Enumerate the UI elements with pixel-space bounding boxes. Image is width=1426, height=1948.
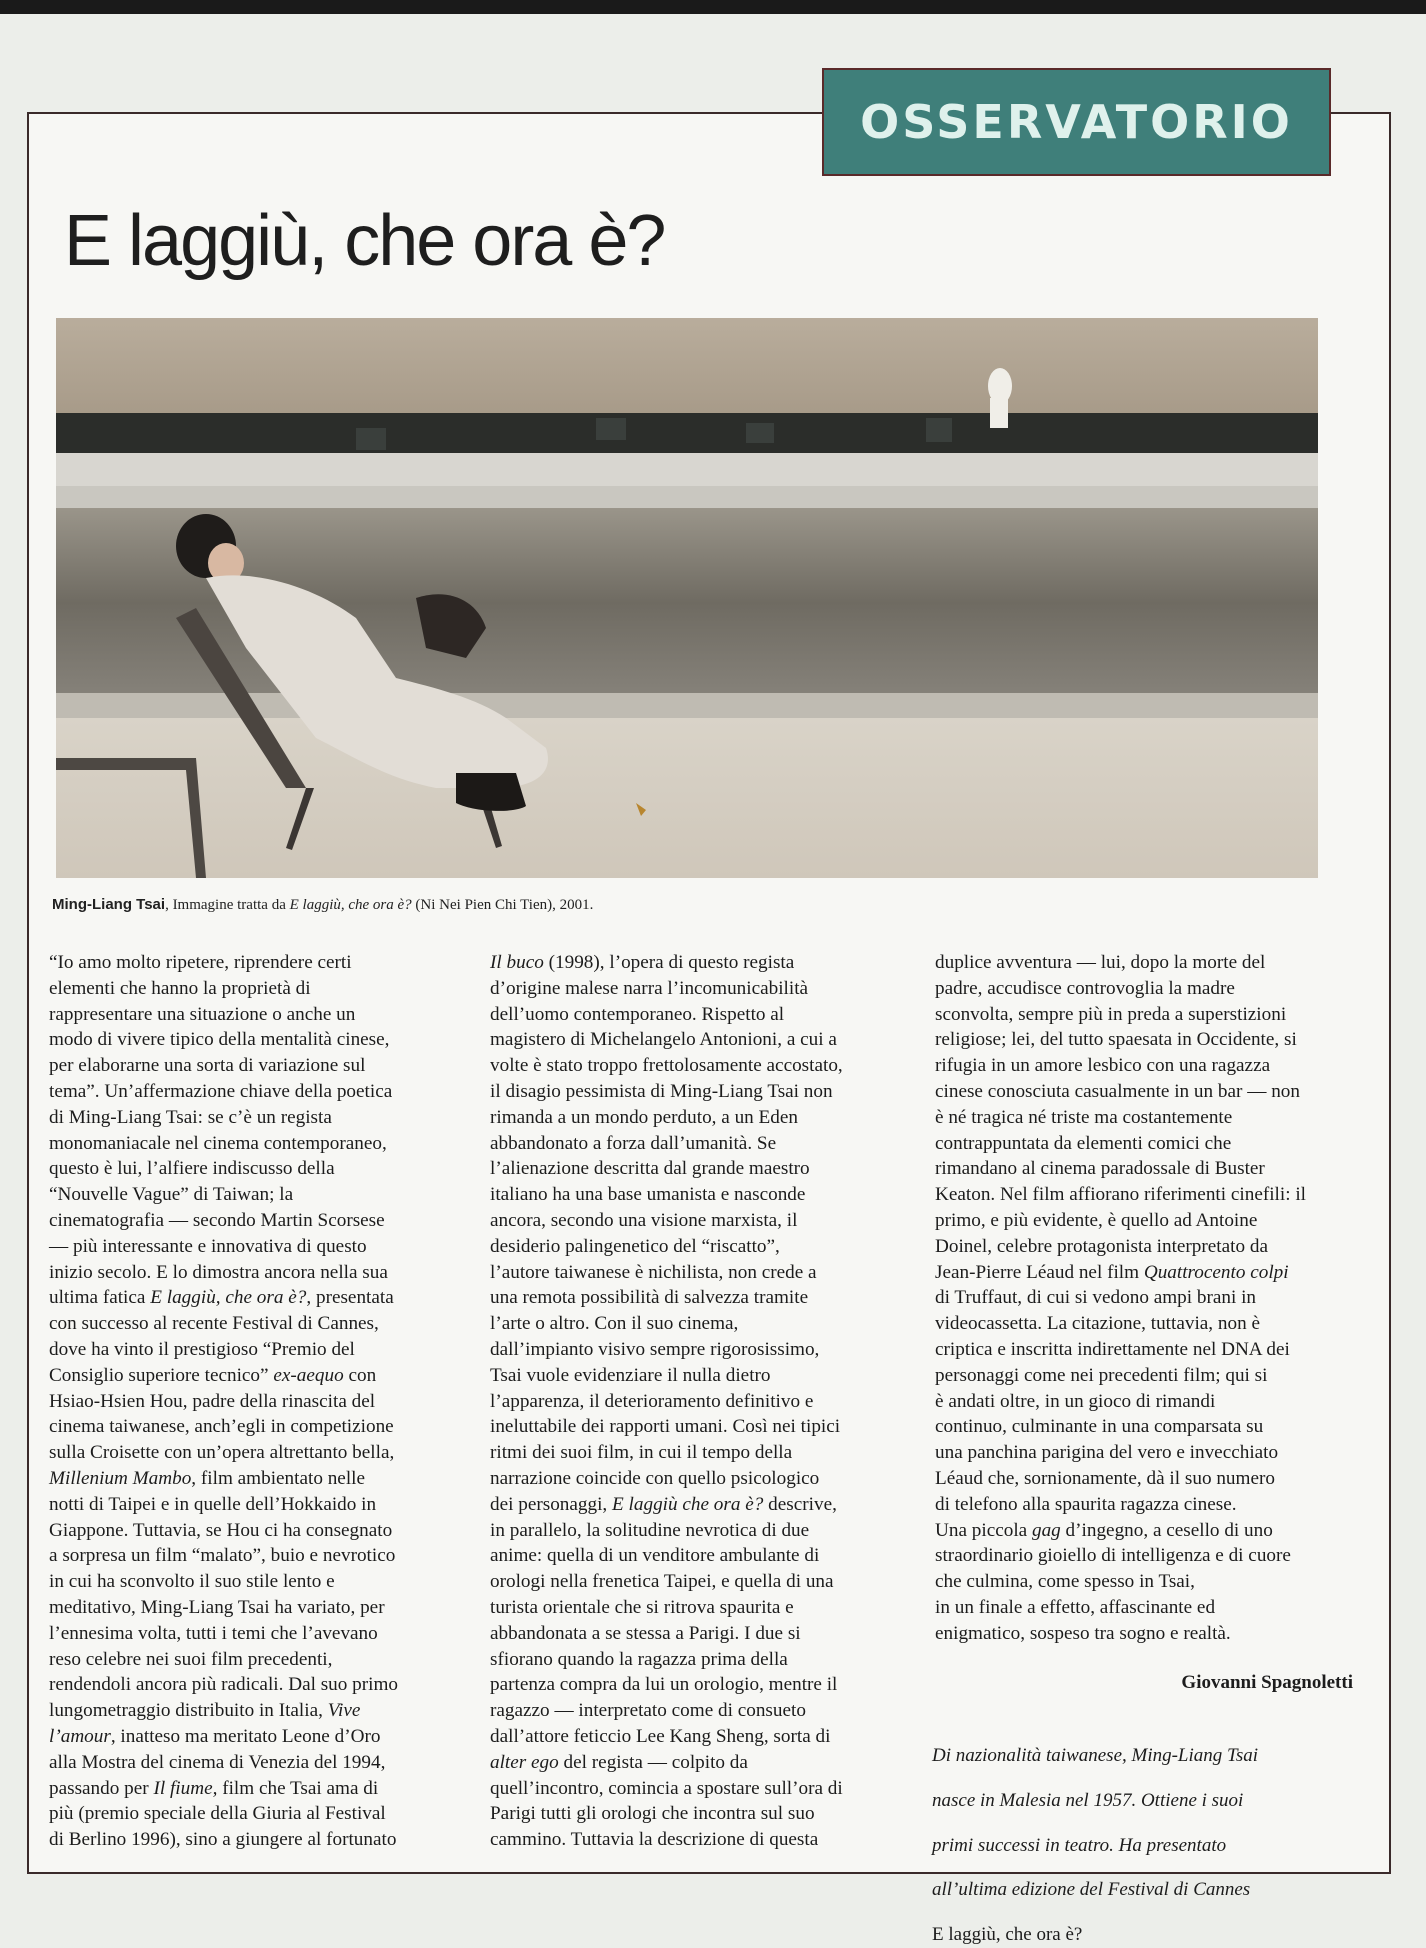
- article-headline: E laggiù, che ora è?: [64, 201, 665, 281]
- text-line: l’ennesima volta, tutti i temi che l’avevano: [49, 1622, 378, 1644]
- text-line: di Truffaut, di cui si vedono ampi brani in: [935, 1287, 1257, 1309]
- text-line: volte è stato troppo frettolosamente accostato,: [490, 1055, 843, 1077]
- text-line: sconvolta, sempre più in preda a superstizioni: [935, 1003, 1287, 1025]
- text-line: rimandano al cinema paradossale di Buster: [935, 1158, 1265, 1180]
- top-edge: [0, 0, 1426, 14]
- text-line: rendendoli ancora più radicali. Dal suo primo: [49, 1674, 398, 1696]
- text-line: monomaniacale nel cinema contemporaneo,: [49, 1132, 387, 1154]
- text-line: cinema taiwanese, anch’egli in competizione: [49, 1416, 394, 1438]
- text-line: turista orientale che si ritrova spaurita e: [490, 1596, 794, 1618]
- text-line: per elaborarne una sorta di variazione sul: [49, 1055, 366, 1077]
- author-bio: [932, 1724, 1352, 1948]
- article-column-3: [935, 950, 1363, 1647]
- text-line: contrappuntata da elementi comici che: [935, 1132, 1232, 1154]
- section-label: OSSERVATORIO: [860, 95, 1293, 149]
- text-line: partenza compra da lui un orologio, mentre il: [490, 1674, 838, 1696]
- text-line: Doinel, celebre protagonista interpretato da: [935, 1235, 1268, 1257]
- text-line: rimanda a un mondo perduto, a un Eden: [490, 1106, 798, 1128]
- text-line: rappresentare una situazione o anche un: [49, 1003, 356, 1025]
- caption-film-title: E laggiù, che ora è?: [289, 897, 412, 913]
- text-line: con successo al recente Festival di Cannes,: [49, 1313, 379, 1335]
- text-line: questo è lui, l’alfiere indiscusso della: [49, 1158, 335, 1180]
- text-line: a sorpresa un film “malato”, buio e nevrotico: [49, 1545, 396, 1567]
- text-line: rifugia in un amore lesbico con una ragazza: [935, 1055, 1271, 1077]
- text-line: l’apparenza, il deterioramento definitivo e: [490, 1390, 814, 1412]
- text-line: — più interessante e innovativa di questo: [49, 1235, 367, 1257]
- text-line: modo di vivere tipico della mentalità cinese,: [49, 1029, 390, 1051]
- text-line: elementi che hanno la proprietà di: [49, 977, 311, 999]
- text-line: ragazzo — interpretato come di consueto: [490, 1700, 806, 1722]
- text-line: in parallelo, la solitudine nevrotica di due: [490, 1519, 810, 1541]
- text-line: in cui ha sconvolto il suo stile lento e: [49, 1571, 335, 1593]
- text-line: Giappone. Tuttavia, se Hou ci ha consegnato: [49, 1519, 393, 1541]
- text-line: l’alienazione descritta dal grande maestro: [490, 1158, 810, 1180]
- text-line: abbandonato a forza dall’umanità. Se: [490, 1132, 777, 1154]
- text-line: d’origine malese narra l’incomunicabilità: [490, 977, 809, 999]
- text-line: videocassetta. La citazione, tuttavia, non è: [935, 1313, 1260, 1335]
- text-line: Il buco (1998), l’opera di questo regista: [490, 952, 795, 973]
- text-line: Keaton. Nel film affiorano riferimenti cinefili: il: [935, 1184, 1307, 1206]
- text-line: di telefono alla spaurita ragazza cinese.: [935, 1493, 1237, 1515]
- text-line: nasce in Malesia nel 1957. Ottiene i suoi: [932, 1789, 1244, 1811]
- text-line: Tsai vuole evidenziare il nulla dietro: [490, 1364, 771, 1386]
- text-line: cinese conosciuta casualmente in un bar — non: [935, 1080, 1300, 1102]
- text-line: dall’impianto visivo sempre rigorosissimo,: [490, 1338, 820, 1360]
- text-line: di Ming-Liang Tsai: se c’è un regista: [49, 1106, 332, 1128]
- text-line: una panchina parigina del vero e invecchiato: [935, 1442, 1279, 1464]
- text-line: all’ultima edizione del Festival di Cannes: [932, 1879, 1251, 1901]
- text-line: alla Mostra del cinema di Venezia del 1994,: [49, 1751, 386, 1773]
- text-line: reso celebre nei suoi film precedenti,: [49, 1648, 333, 1670]
- text-line: Hsiao-Hsien Hou, padre della rinascita del: [49, 1390, 376, 1412]
- text-line: continuo, culminante in una comparsata su: [935, 1416, 1264, 1438]
- text-line: enigmatico, sospeso tra sogno e realtà.: [935, 1622, 1231, 1644]
- text-line: abbandonata a se stessa a Parigi. I due si: [490, 1622, 801, 1644]
- caption-director: Ming-Liang Tsai: [52, 896, 166, 913]
- text-line: duplice avventura — lui, dopo la morte del: [935, 952, 1266, 973]
- text-line: in un finale a effetto, affascinante ed: [935, 1596, 1216, 1618]
- text-line: è né tragica né triste ma costantemente: [935, 1106, 1233, 1128]
- text-line: ancora, secondo una visione marxista, il: [490, 1209, 798, 1231]
- text-line: dall’attore feticcio Lee Kang Sheng, sorta di: [490, 1725, 831, 1747]
- text-line: una remota possibilità di salvezza tramite: [490, 1287, 809, 1309]
- text-line: Consiglio superiore tecnico” ex-aequo con: [49, 1364, 377, 1386]
- text-line: tema”. Un’affermazione chiave della poetica: [49, 1080, 393, 1102]
- text-line: anime: quella di un venditore ambulante di: [490, 1545, 820, 1567]
- bio-film-title: E laggiù, che ora è?: [932, 1924, 1083, 1946]
- text-line: ritmi dei suoi film, in cui il tempo della: [490, 1442, 793, 1464]
- author-signature: Giovanni Spagnoletti: [1181, 1672, 1353, 1693]
- text-line: è andati oltre, in un gioco di rimandi: [935, 1390, 1216, 1412]
- text-line: Millenium Mambo, film ambientato nelle: [49, 1467, 365, 1489]
- text-line: orologi nella frenetica Taipei, e quella di una: [490, 1571, 834, 1593]
- text-line: più (premio speciale della Giuria al Festival: [49, 1803, 386, 1825]
- text-line: Una piccola gag d’ingegno, a cesello di uno: [935, 1519, 1273, 1541]
- text-line: religiose; lei, del tutto spaesata in Occidente, si: [935, 1029, 1297, 1051]
- text-line: straordinario gioiello di intelligenza e di cuore: [935, 1545, 1291, 1567]
- text-line: lungometraggio distribuito in Italia, Vive: [49, 1700, 361, 1722]
- article-column-1: [49, 950, 469, 1853]
- text-line: magistero di Michelangelo Antonioni, a cui a: [490, 1029, 837, 1051]
- text-line: criptica e inscritta indirettamente nel DNA dei: [935, 1338, 1290, 1360]
- text-line: inizio secolo. E lo dimostra ancora nella sua: [49, 1261, 388, 1283]
- text-line: “Io amo molto ripetere, riprendere certi: [49, 952, 352, 973]
- section-tag: [822, 68, 1331, 176]
- text-line: Di nazionalità taiwanese, Ming-Liang Tsai: [932, 1745, 1259, 1766]
- photo-caption: [52, 896, 593, 914]
- article-column-2: [490, 950, 905, 1853]
- bio-lines: [932, 1743, 1352, 1903]
- text-line: sulla Croisette con un’opera altrettanto bella,: [49, 1442, 395, 1464]
- text-line: alter ego del regista — colpito da: [490, 1751, 748, 1773]
- text-line: Léaud che, sornionamente, dà il suo numero: [935, 1467, 1275, 1489]
- text-line: cinematografia — secondo Martin Scorsese: [49, 1209, 385, 1231]
- film-still-photo: [56, 318, 1318, 878]
- text-line: italiano ha una base umanista e nasconde: [490, 1184, 806, 1206]
- text-line: ultima fatica E laggiù, che ora è?, presentata: [49, 1287, 394, 1309]
- text-line: dell’uomo contemporaneo. Rispetto al: [490, 1003, 785, 1025]
- text-line: Parigi tutti gli orologi che incontra sul suo: [490, 1803, 815, 1825]
- text-line: ineluttabile dei rapporti umani. Così nei tipici: [490, 1416, 841, 1438]
- text-line: primi successi in teatro. Ha presentato: [932, 1834, 1227, 1856]
- text-line: personaggi come nei precedenti film; qui si: [935, 1364, 1268, 1386]
- text-line: desiderio palingenetico del “riscatto”,: [490, 1235, 780, 1257]
- caption-sep: , Immagine tratta da: [165, 897, 290, 913]
- text-line: notti di Taipei e in quelle dell’Hokkaido in: [49, 1493, 377, 1515]
- text-line: Jean-Pierre Léaud nel film Quattrocento colpi: [935, 1261, 1289, 1283]
- text-line: “Nouvelle Vague” di Taiwan; la: [49, 1184, 294, 1206]
- caption-rest: (Ni Nei Pien Chi Tien), 2001.: [411, 897, 594, 913]
- text-line: sfiorano quando la ragazza prima della: [490, 1648, 788, 1670]
- text-line: narrazione coincide con quello psicologico: [490, 1467, 820, 1489]
- film-still-illustration: [56, 318, 1318, 878]
- text-line: quell’incontro, comincia a spostare sull’ora di: [490, 1777, 843, 1799]
- text-line: l’autore taiwanese è nichilista, non crede a: [490, 1261, 817, 1283]
- text-line: dei personaggi, E laggiù che ora è? descrive,: [490, 1493, 837, 1515]
- text-line: di Berlino 1996), sino a giungere al fortunato: [49, 1829, 397, 1851]
- text-line: cammino. Tuttavia la descrizione di questa: [490, 1829, 819, 1851]
- text-line: padre, accudisce controvoglia la madre: [935, 977, 1235, 999]
- text-line: che culmina, come spesso in Tsai,: [935, 1571, 1195, 1593]
- text-line: l’arte o altro. Con il suo cinema,: [490, 1313, 739, 1335]
- text-line: passando per Il fiume, film che Tsai ama di: [49, 1777, 379, 1799]
- text-line: il disagio pessimista di Ming-Liang Tsai non: [490, 1080, 833, 1102]
- text-line: dove ha vinto il prestigioso “Premio del: [49, 1338, 355, 1360]
- text-line: primo, e più evidente, è quello ad Antoine: [935, 1209, 1258, 1231]
- text-line: l’amour, inatteso ma meritato Leone d’Oro: [49, 1725, 381, 1747]
- text-line: meditativo, Ming-Liang Tsai ha variato, per: [49, 1596, 385, 1618]
